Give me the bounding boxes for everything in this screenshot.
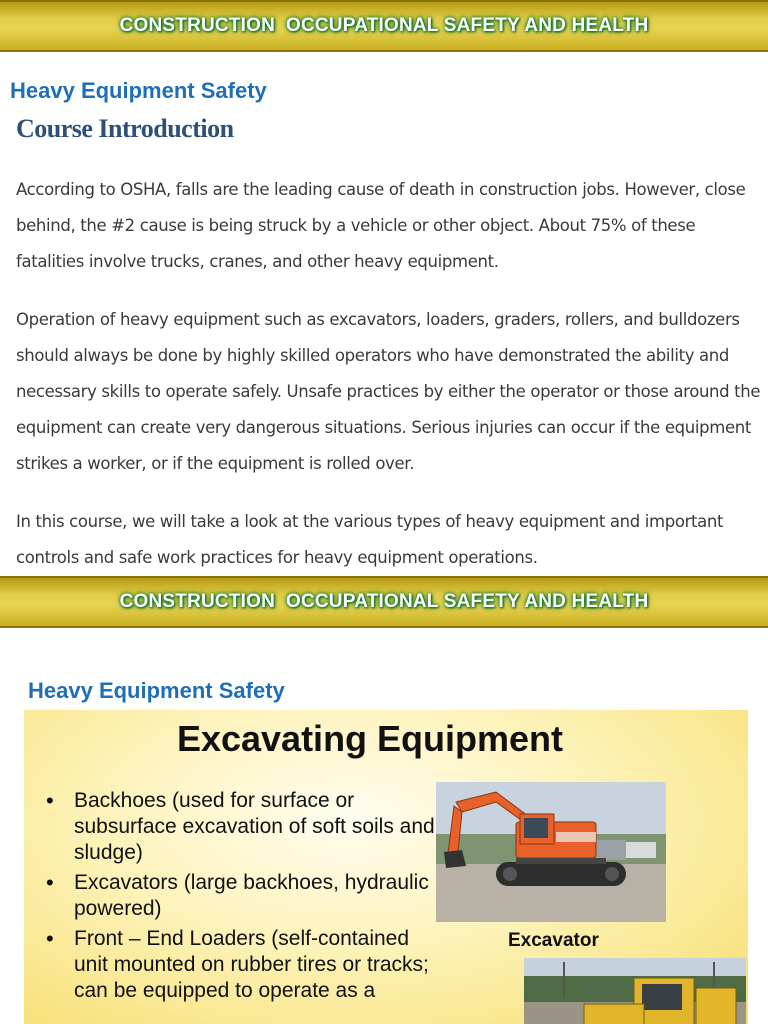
excavator-photo xyxy=(436,782,666,922)
loader-photo xyxy=(524,958,746,1024)
slide-title: Heavy Equipment Safety xyxy=(10,78,267,103)
section-heading: Course Introduction xyxy=(16,114,234,143)
intro-paragraph: In this course, we will take a look at the various types of heavy equipment and important controls and safe work practices for heavy equipment operations. xyxy=(16,512,724,567)
banner-text: CONSTRUCTION OCCUPATIONAL SAFETY AND HEALTH xyxy=(119,15,649,36)
list-item: • Excavators (large backhoes, hydraulic powered) xyxy=(42,870,442,922)
excavating-slide xyxy=(24,710,748,1024)
banner-text: CONSTRUCTION OCCUPATIONAL SAFETY AND HEALTH xyxy=(119,591,649,612)
slide-title: Heavy Equipment Safety xyxy=(28,678,285,703)
second-banner xyxy=(0,576,768,628)
top-banner xyxy=(0,0,768,52)
list-item: • Front – End Loaders (self-contained unit mounted on rubber tires or tracks; can be equipped to operate as a xyxy=(42,926,442,1004)
intro-paragraph: Operation of heavy equipment such as excavators, loaders, graders, rollers, and bulldozers should always be done by highly skilled operators who have demonstrated the ability and necessary skills to operate safely. Unsafe practices by either the operator or those around the equipment can create very dangerous situations. Serious injuries can occur if the equipment strikes a worker, or if the equipment is rolled over. xyxy=(16,310,761,473)
photo-caption: Excavator xyxy=(508,930,599,951)
excavator-illustration xyxy=(436,782,666,922)
intro-paragraph: According to OSHA, falls are the leading cause of death in construction jobs. However, close behind, the #2 cause is being struck by a vehicle or other object. About 75% of these fatalities involve trucks, cranes, and other heavy equipment. xyxy=(16,180,746,271)
slide-heading: Excavating Equipment xyxy=(176,718,564,759)
equipment-list xyxy=(42,788,442,1008)
loader-illustration xyxy=(524,958,746,1024)
list-item: • Backhoes (used for surface or subsurface excavation of soft soils and sludge) xyxy=(42,788,442,866)
